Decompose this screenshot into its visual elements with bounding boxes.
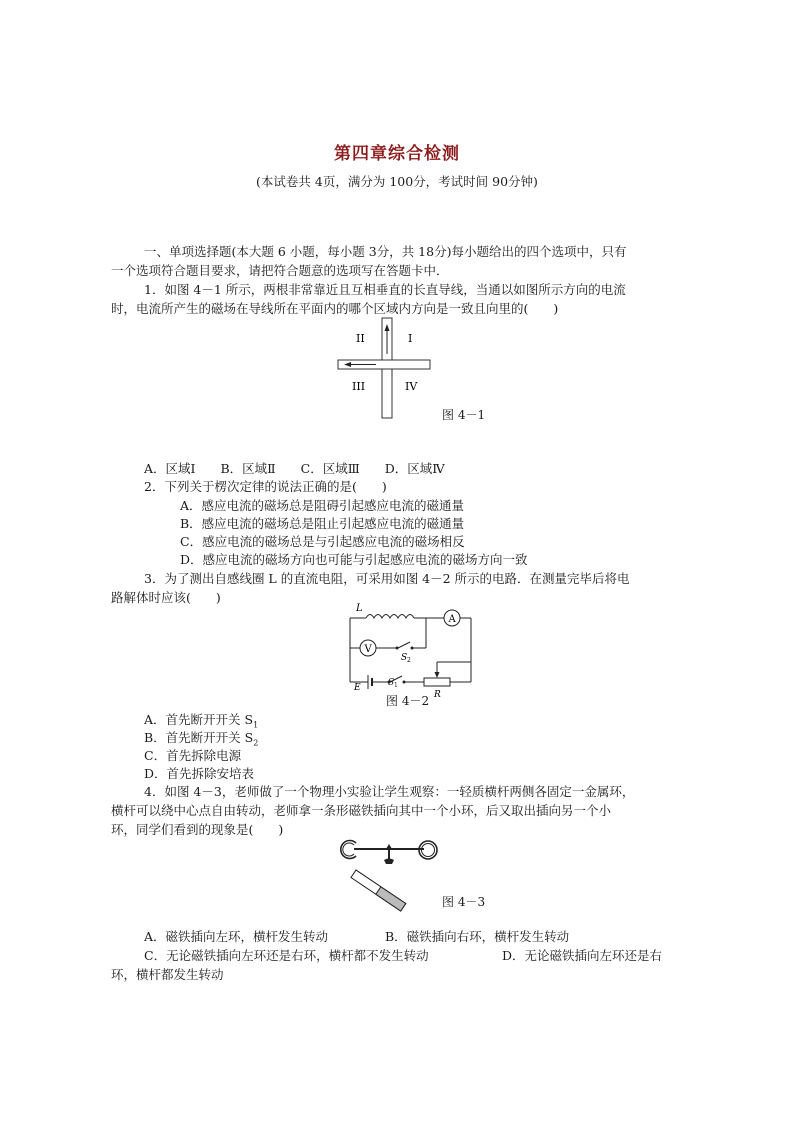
- q4-stem-line2: 横杆可以绕中心点自由转动，老师拿一条形磁铁插向其中一个小环，后又取出插向另一个小: [111, 803, 612, 818]
- q2-option-c: C．感应电流的磁场总是与引起感应电流的磁场相反: [180, 534, 465, 549]
- switch-s2-subscript: 2: [407, 657, 411, 664]
- rheostat-label: R: [434, 690, 441, 700]
- switch-s2: [398, 642, 410, 648]
- section-intro-line2: 一个选项符合题目要求，请把符合题意的选项写在答题卡中．: [111, 263, 449, 278]
- page-subtitle: (本试卷共 4页，满分为 100分，考试时间 90分钟): [256, 174, 538, 189]
- q3-option-b: B．首先断开开关 $S_2$: [144, 730, 259, 748]
- q1-stem-line1: 1．如图 4－1 所示，两根非常靠近且互相垂直的长直导线，当通以如图所示方向的电流: [144, 282, 626, 297]
- region-label-3: III: [352, 380, 366, 393]
- q3-stem-line2: 路解体时应该( ): [111, 590, 221, 605]
- q2-option-b: B．感应电流的磁场总是阻止引起感应电流的磁通量: [180, 516, 465, 531]
- inductor-label: L: [356, 603, 363, 614]
- q3-stem-line1: 3．为了测出自感线圈 L 的直流电阻，可采用如图 4－2 所示的电路．在测量完毕后将电: [144, 571, 630, 586]
- switch-s1-subscript: 1: [394, 682, 398, 689]
- q3-option-d: D．首先拆除安培表: [144, 766, 255, 781]
- q1-stem-line2: 时，电流所产生的磁场在导线所在平面内的哪个区域内方向是一致且向里的( ): [111, 301, 559, 316]
- section-intro-line1: 一、单项选择题(本大题 6 小题，每小题 3分，共 18分)每小题给出的四个选项中，只有: [144, 244, 627, 259]
- q4-stem-line1: 4．如图 4－3，老师做了一个物理小实验让学生观察：一轻质横杆两侧各固定一金属环，: [144, 784, 635, 799]
- q3-option-c: C．首先拆除电源: [144, 748, 242, 763]
- inductor-coil: [366, 615, 414, 619]
- pivot-stand: [384, 859, 394, 865]
- ammeter-label: A: [448, 614, 456, 625]
- q4-option-d-line1: D．无论磁铁插向左环还是右: [502, 948, 663, 963]
- q4-option-a: A．磁铁插向左环，横杆发生转动: [144, 929, 329, 944]
- q4-option-c: C．无论磁铁插向左环还是右环，横杆都不发生转动: [144, 948, 429, 963]
- voltmeter-label: V: [364, 644, 372, 655]
- figure-4-1: [330, 318, 440, 420]
- q4-stem-line3: 环，同学们看到的现象是( ): [111, 822, 284, 837]
- q1-options: A．区域Ⅰ B．区域Ⅱ C．区域Ⅲ D．区域Ⅳ: [144, 461, 445, 476]
- q2-option-d: D．感应电流的磁场方向也可能与引起感应电流的磁场方向一致: [180, 552, 528, 567]
- q4-option-d-line2: 环，横杆都发生转动: [111, 967, 224, 982]
- bar-magnet: [351, 870, 406, 911]
- figure-4-2-circuit: [340, 600, 480, 700]
- figure-4-3: [334, 838, 444, 910]
- figure-4-3-caption: 图 4－3: [442, 895, 486, 909]
- rheostat: [424, 678, 450, 686]
- q3-option-a: A．首先断开开关 $S_1$: [144, 712, 259, 730]
- battery-label: E: [354, 683, 361, 693]
- switch-s1-label: S: [388, 678, 395, 688]
- switch-s2-label: S: [401, 653, 408, 663]
- page-title: 第四章综合检测: [334, 144, 460, 164]
- q2-stem: 2．下列关于楞次定律的说法正确的是( ): [144, 479, 387, 494]
- q4-option-b: B．磁铁插向右环，横杆发生转动: [385, 929, 570, 944]
- region-label-2: II: [356, 332, 365, 345]
- q2-option-a: A．感应电流的磁场总是阻碍引起感应电流的磁通量: [180, 498, 465, 513]
- region-label-4: IV: [405, 380, 418, 393]
- figure-4-1-caption: 图 4－1: [442, 408, 486, 422]
- region-label-1: I: [408, 332, 413, 345]
- figure-4-2-caption: 图 4－2: [386, 694, 430, 708]
